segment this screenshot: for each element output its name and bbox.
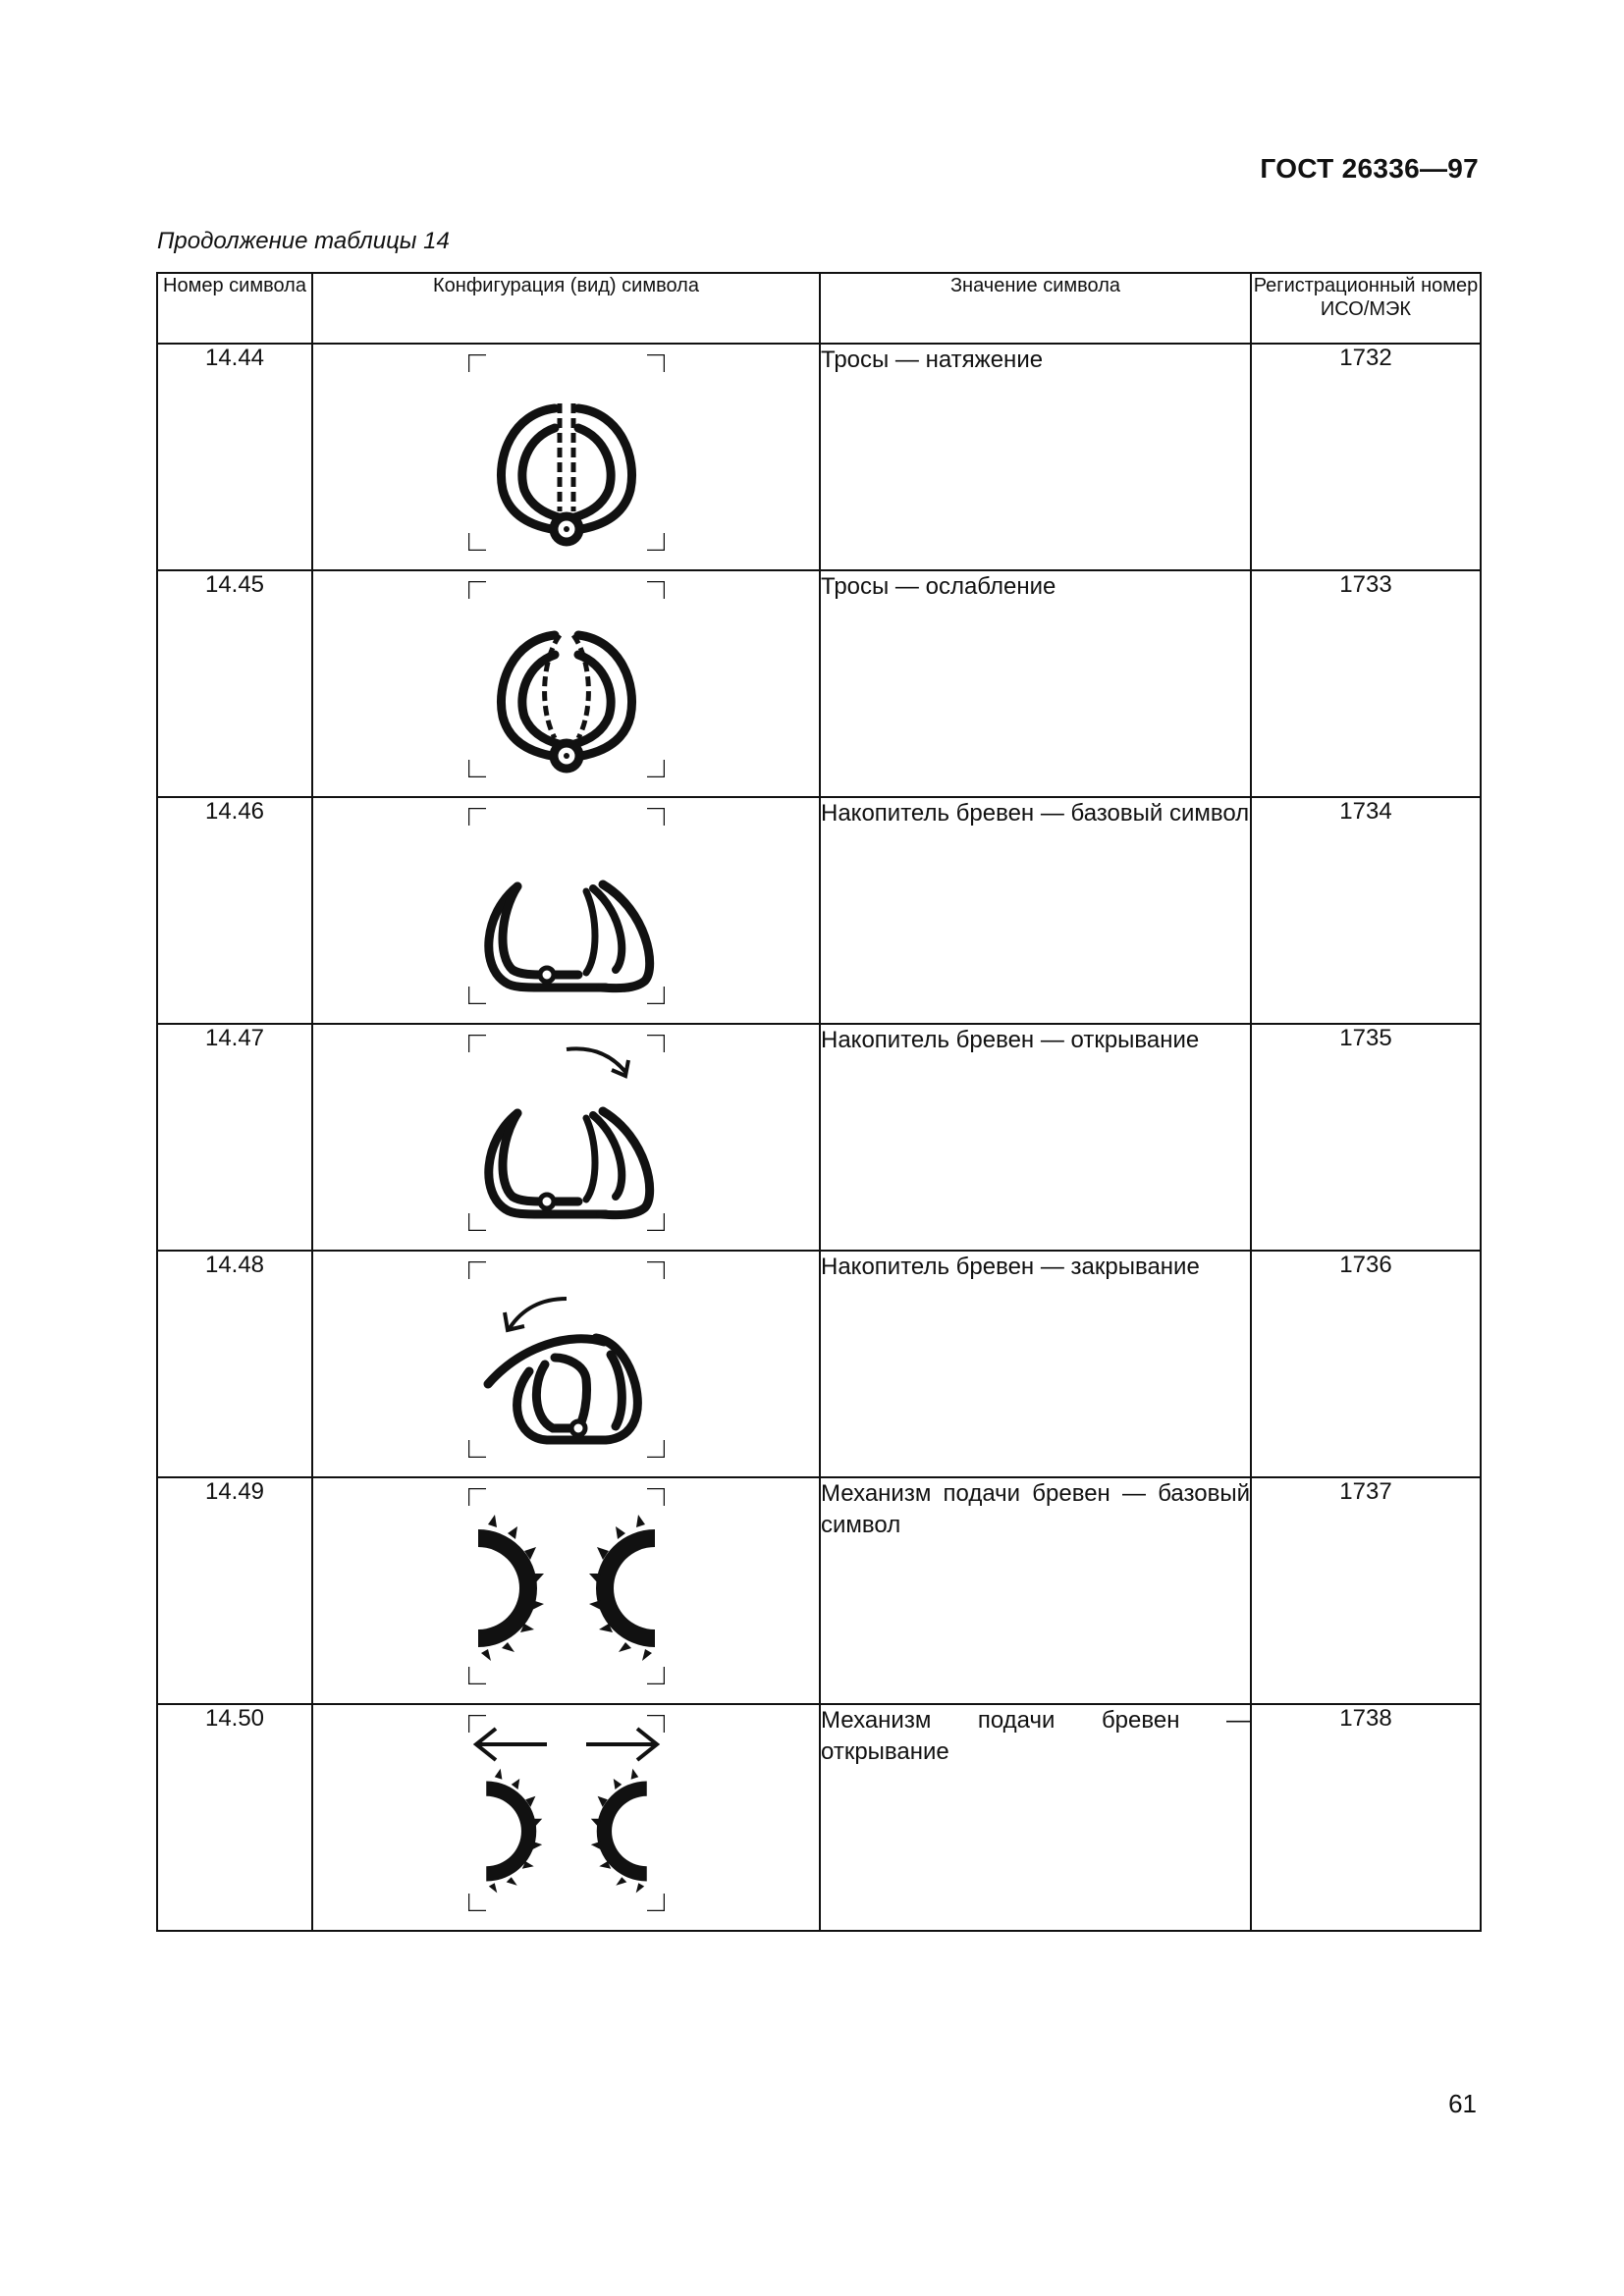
column-header-registration: Регистрационный номер ИСО/МЭК [1251, 273, 1481, 344]
symbol-number: 14.48 [157, 1251, 312, 1477]
symbol-number: 14.49 [157, 1477, 312, 1704]
symbol-number: 14.44 [157, 344, 312, 570]
registration-number: 1734 [1251, 797, 1481, 1024]
log-feeder-basic-icon [468, 1488, 665, 1684]
registration-number: 1738 [1251, 1704, 1481, 1931]
table-row [157, 1024, 1481, 1251]
registration-number: 1737 [1251, 1477, 1481, 1704]
table-row [157, 344, 1481, 570]
registration-number: 1732 [1251, 344, 1481, 570]
table-row [157, 1477, 1481, 1704]
log-bunk-basic-icon [468, 808, 665, 1004]
page-number: 61 [1448, 2089, 1477, 2118]
symbol-meaning: Накопитель бревен — закрывание [820, 1251, 1251, 1477]
column-header-meaning: Значение символа [820, 273, 1251, 344]
symbol-figure [312, 1251, 820, 1477]
table-row [157, 797, 1481, 1024]
symbol-number: 14.50 [157, 1704, 312, 1931]
column-header-number: Номер символа [157, 273, 312, 344]
table-row [157, 1704, 1481, 1931]
symbols-table [156, 272, 1482, 1932]
symbol-meaning: Тросы — ослабление [820, 570, 1251, 797]
symbol-meaning: Накопитель бревен — открывание [820, 1024, 1251, 1251]
symbol-number: 14.46 [157, 797, 312, 1024]
table-row [157, 1251, 1481, 1477]
standard-code: ГОСТ 26336—97 [1260, 153, 1479, 184]
symbol-figure [312, 797, 820, 1024]
log-bunk-close-icon [468, 1261, 665, 1458]
table-header-row [157, 273, 1481, 344]
log-bunk-open-icon [468, 1035, 665, 1231]
symbol-meaning: Тросы — натяжение [820, 344, 1251, 570]
cables-slack-icon [468, 581, 665, 777]
column-header-configuration: Конфигурация (вид) символа [312, 273, 820, 344]
registration-number: 1733 [1251, 570, 1481, 797]
symbol-number: 14.47 [157, 1024, 312, 1251]
log-feeder-open-icon [468, 1715, 665, 1911]
symbol-meaning: Механизм подачи бревен — базовый символ [820, 1477, 1251, 1704]
symbol-meaning: Накопитель бревен — базовый символ [820, 797, 1251, 1024]
symbol-meaning: Механизм подачи бревен — открывание [820, 1704, 1251, 1931]
symbol-figure [312, 1477, 820, 1704]
symbol-figure [312, 344, 820, 570]
table-caption: Продолжение таблицы 14 [157, 228, 450, 254]
cables-tension-icon [468, 354, 665, 551]
symbol-number: 14.45 [157, 570, 312, 797]
registration-number: 1735 [1251, 1024, 1481, 1251]
registration-number: 1736 [1251, 1251, 1481, 1477]
symbol-figure [312, 1024, 820, 1251]
symbol-figure [312, 1704, 820, 1931]
symbol-figure [312, 570, 820, 797]
table-row [157, 570, 1481, 797]
